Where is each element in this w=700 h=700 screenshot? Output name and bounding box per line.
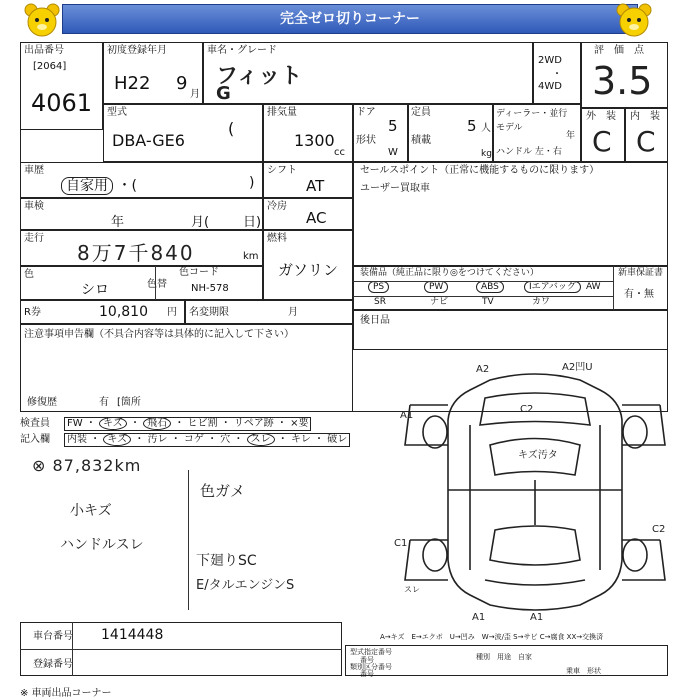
equipment-label: 装備品（純正品に限り◎をつけてください） — [360, 268, 539, 278]
lot-label: 出品番号 — [24, 45, 64, 56]
chk-koge: コゲ — [183, 434, 204, 445]
new-car-value: 有・無 — [624, 289, 654, 300]
recycle-value: 10,810 — [99, 304, 148, 320]
sales-point-box — [353, 162, 668, 266]
handwritten-note-1: 小キズ — [70, 503, 112, 519]
chk-need: ×要 — [290, 418, 309, 429]
chk-yabure: 破レ — [327, 434, 348, 445]
chk-kizu: キズ — [99, 417, 127, 430]
name-change-label: 名変期限 — [189, 307, 229, 318]
inspection-year: 年 — [111, 215, 125, 230]
model-label: 型式 — [107, 107, 127, 118]
spec-row1: 型式指定番号 — [350, 648, 392, 656]
history-box — [20, 162, 263, 198]
chk-fw: FW — [67, 418, 83, 429]
mileage-unit: km — [243, 251, 259, 262]
spec-row1b: 番号 — [360, 656, 374, 664]
color-code-label: 色コード — [179, 267, 219, 278]
drive-box — [533, 42, 581, 104]
fuel-box — [263, 230, 353, 300]
door-label: ドア — [356, 107, 376, 118]
capacity-unit: 人 — [481, 123, 491, 134]
equip-navi: ナビ — [430, 297, 449, 307]
color-change-label: 色替 — [147, 279, 167, 290]
chassis-label: 車台番号 — [33, 631, 73, 642]
banner-title: 完全ゼロ切りコーナー — [62, 4, 638, 34]
door-shape-box — [353, 104, 408, 162]
spec-row2b: 番号 — [360, 670, 374, 678]
score-box — [581, 42, 668, 108]
mark-c1-left: C1 — [394, 538, 408, 549]
mileage-label: 走行 — [24, 233, 44, 244]
repair-label: 修復歴 — [27, 397, 57, 408]
dealer-label: ディーラー・並行 — [496, 109, 568, 119]
shift-label: シフト — [267, 165, 297, 176]
shift-value: AT — [306, 177, 325, 195]
car-name-box — [203, 42, 533, 104]
first-reg-month: 9 — [176, 73, 188, 94]
checker-box: 検査員 記入欄 FW ・ キズ ・ 飛石 ・ ヒビ割 ・ リペア跡 ・ ×要 内装 ・ キズ ・ 汚レ ・ コゲ ・ 穴 ・ スレ ・ キレ ・ 破レ — [20, 416, 353, 448]
equip-aw: AW — [586, 282, 601, 292]
dealer-model-label: モデル — [496, 123, 523, 133]
recycle-box — [20, 300, 185, 324]
footer-text: ※ 車両出品コーナー — [20, 688, 112, 699]
chk-repair: リペア跡 — [233, 418, 274, 429]
exterior-value: C — [592, 125, 612, 158]
first-reg-month-unit: 月 — [190, 89, 200, 100]
drive-dot: ・ — [552, 69, 562, 80]
history-close: ) — [249, 175, 255, 191]
mark-a2-bumper: A2凹U — [562, 362, 593, 373]
history-rest: ・( — [117, 178, 137, 194]
load-label: 積載 — [411, 135, 431, 146]
lot-sub: [2064] — [33, 61, 67, 72]
history-value: 自家用 — [61, 177, 113, 195]
exterior-box — [581, 108, 625, 162]
load-unit: kg — [481, 149, 492, 159]
color-code-value: NH-578 — [191, 283, 229, 294]
shape-value: W — [388, 147, 398, 158]
handwritten-odometer: ⊗ 87,832km — [32, 456, 142, 475]
equip-leather: カワ — [532, 297, 551, 307]
new-car-label: 新車保証書 — [618, 268, 664, 278]
name-change-month: 月 — [288, 307, 298, 318]
color-box — [20, 266, 263, 300]
mileage-value: 8万7千840 — [77, 241, 195, 265]
chassis-value: 1414448 — [101, 627, 164, 643]
spec-box — [345, 645, 668, 676]
sales-point-label: セールスポイント（正常に機能するものに限ります） — [360, 165, 600, 176]
mark-roof-note: キズ汚タ — [518, 450, 558, 461]
capacity-load-box — [408, 104, 493, 162]
spec-sub: 乗車 形状 — [566, 667, 601, 675]
car-name-value: フィット — [216, 64, 303, 89]
sales-point-value: ユーザー買取車 — [360, 183, 430, 194]
car-damage-diagram — [390, 350, 680, 630]
ac-label: 冷房 — [267, 201, 287, 212]
capacity-label: 定員 — [411, 107, 431, 118]
interior-label: 内 装 — [630, 111, 660, 122]
mark-sure: スレ — [404, 585, 420, 594]
displacement-value: 1300 — [294, 131, 335, 150]
displacement-unit: cc — [334, 147, 345, 158]
shift-box — [263, 162, 353, 198]
checker-label-2: 記入欄 — [20, 434, 50, 445]
chk-hibiware: ヒビ割 — [187, 418, 218, 429]
chk-interior: 内装 — [67, 434, 87, 445]
dealer-year-label: 年 — [566, 131, 576, 141]
equip-airbag: Iエアバッグ — [524, 281, 581, 293]
color-value: シロ — [81, 282, 109, 298]
drive-2wd: 2WD — [538, 55, 562, 66]
damage-legend: A→キズ E→エクボ U→凹み W→波/歪 S→サビ C→腐食 XX→交換済 — [380, 633, 604, 641]
handwritten-note-3: 下廻りSC — [196, 553, 257, 569]
registration-label: 登録番号 — [33, 659, 73, 670]
history-label: 車歴 — [24, 165, 44, 176]
fuel-label: 燃料 — [267, 233, 287, 244]
door-value: 5 — [388, 117, 398, 135]
chk-ana: 穴 — [220, 434, 231, 445]
repair-place: [箇所 — [117, 397, 141, 408]
inspection-day: 日) — [243, 215, 262, 230]
chk-int-kizu: キズ — [103, 433, 131, 446]
capacity-value: 5 — [467, 117, 477, 135]
mark-a1-rear-left: A1 — [472, 612, 486, 623]
equip-sr: SR — [374, 297, 386, 307]
dealer-box — [493, 104, 581, 162]
model-paren: ( — [228, 119, 235, 138]
ac-value: AC — [306, 209, 327, 227]
interior-box — [625, 108, 668, 162]
recycle-unit: 円 — [167, 307, 177, 318]
drive-4wd: 4WD — [538, 81, 562, 92]
bear-mascot-left-icon — [22, 2, 62, 38]
inspection-month: 月( — [191, 215, 210, 230]
car-name-label: 車名・グレード — [207, 45, 277, 56]
name-change-box — [185, 300, 353, 324]
handwritten-note-4: E/タルエンジンS — [196, 578, 295, 593]
shape-label: 形状 — [356, 135, 376, 146]
handwritten-note-2: ハンドルスレ — [60, 537, 144, 553]
equip-pw: PW — [424, 281, 448, 293]
inspection-box — [20, 198, 263, 230]
chk-kire: キレ — [290, 434, 311, 445]
first-reg-box — [103, 42, 203, 104]
equip-ps: PS — [368, 281, 389, 293]
displacement-label: 排気量 — [267, 107, 297, 118]
displacement-box — [263, 104, 353, 162]
ac-box — [263, 198, 353, 230]
after-day-label: 後日品 — [360, 315, 390, 326]
score-label: 評 価 点 — [594, 45, 644, 56]
spec-misc: 種別 用途 自家 — [476, 653, 532, 661]
spec-row2: 類別区分番号 — [350, 663, 392, 671]
notes-label: 注意事項申告欄（不具合内容等は具体的に記入して下さい） — [24, 329, 294, 340]
after-day-box — [353, 310, 668, 350]
chk-yogore: 汚レ — [147, 434, 168, 445]
bear-mascot-right-icon — [614, 2, 654, 38]
mark-c2-right: C2 — [652, 524, 666, 535]
interior-value: C — [636, 125, 656, 158]
inspection-label: 車検 — [24, 201, 44, 212]
first-reg-label: 初度登録年月 — [107, 45, 167, 56]
score-value: 3.5 — [592, 59, 653, 103]
exterior-label: 外 装 — [586, 111, 616, 122]
car-grade-value: G — [216, 83, 231, 104]
checker-label-1: 検査員 — [20, 418, 50, 429]
mark-a1-left: A1 — [400, 410, 414, 421]
repair-value: 有 — [99, 397, 109, 408]
equip-abs: ABS — [476, 281, 504, 293]
mileage-box — [20, 230, 263, 266]
handle-label: ハンドル 左・右 — [496, 147, 562, 157]
equipment-box — [353, 266, 668, 310]
fuel-value: ガソリン — [278, 261, 339, 279]
color-label: 色 — [24, 269, 34, 280]
mark-a2-front: A2 — [476, 364, 490, 375]
mark-a1-rear: A1 — [530, 612, 544, 623]
first-reg-era: H22 — [114, 73, 151, 94]
lot-box — [20, 42, 103, 130]
recycle-label: R券 — [24, 307, 41, 318]
model-value: DBA-GE6 — [112, 131, 185, 150]
mark-c2-hood: C2 — [520, 404, 534, 415]
chk-tobiishi: 飛石 — [143, 417, 171, 430]
notes-box — [20, 324, 353, 412]
lot-number: 4061 — [31, 89, 93, 117]
chk-sure: スレ — [247, 433, 275, 446]
model-box — [103, 104, 263, 162]
handwritten-color-change: 色ガメ — [200, 482, 246, 500]
equip-tv: TV — [482, 297, 494, 307]
